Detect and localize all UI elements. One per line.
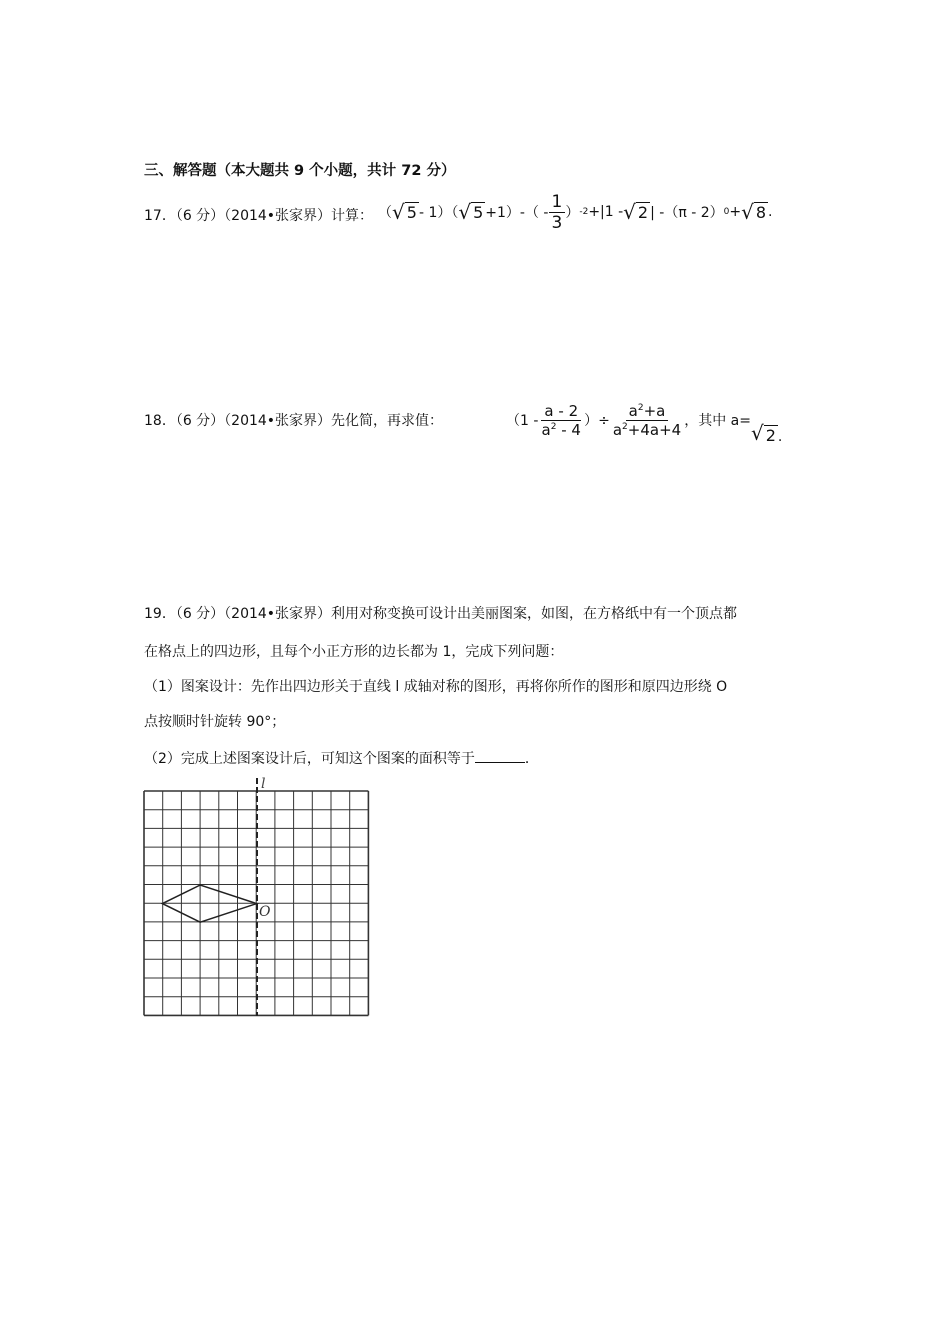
q19-line-5: （2）完成上述图案设计后，可知这个图案的面积等于 ． bbox=[144, 748, 539, 768]
q19-line-2: 在格点上的四边形，且每个小正方形的边长都为 1，完成下列问题： bbox=[144, 644, 564, 660]
sqrt-symbol: √ bbox=[623, 200, 636, 224]
q18-fraction-2: $\frac{a^2+a}{a^2+4a+4}$ bbox=[612, 401, 682, 439]
sqrt-symbol: √ bbox=[458, 200, 472, 224]
point-o-label: O bbox=[259, 904, 271, 920]
q19-line-4: 点按顺时针旋转 90°； bbox=[144, 714, 286, 730]
question-17 bbox=[144, 207, 373, 225]
section-heading: 三、解答题（本大题共 9 个小题，共计 72 分） bbox=[144, 163, 456, 179]
q17-expression: （ √ 5 - 1）（ √ 5 +1）-（ - $\frac{1}{3}$ ） -2 +|1 - √ 2 | -（π - 2） 0 + √ 8 . bbox=[378, 191, 773, 233]
q19-line-3: （1）图案设计：先作出四边形关于直线 l 成轴对称的图形，再将你所作的图形和原四边形绕 O bbox=[144, 679, 728, 695]
answer-blank[interactable] bbox=[475, 748, 525, 763]
q17-lead: 17．（6 分）（2014•张家界）计算： bbox=[144, 208, 374, 224]
q17-fraction: $\frac{1}{3}$ bbox=[549, 192, 566, 233]
sqrt-symbol: √ bbox=[392, 200, 405, 224]
line-label: l bbox=[261, 776, 266, 792]
sqrt-symbol: √ bbox=[750, 421, 764, 445]
sqrt-symbol: √ bbox=[741, 200, 754, 224]
q18-fraction-1: $\frac{a - 2}{a^2 - 4}$ bbox=[541, 401, 581, 439]
grid-figure bbox=[140, 772, 376, 1020]
question-18-lead: 18．（6 分）（2014•张家界）先化简，再求值： bbox=[144, 413, 444, 429]
q18-expression: （1 - $\frac{a - 2}{a^2 - 4}$ ）÷ $\frac{a^2+a}{a^2+4a+4}$ ，其中 a= √ 2 . bbox=[506, 401, 783, 445]
q19-line-1: 19．（6 分）（2014•张家界）利用对称变换可设计出美丽图案，如图，在方格纸中有一个顶点都 bbox=[144, 606, 738, 622]
